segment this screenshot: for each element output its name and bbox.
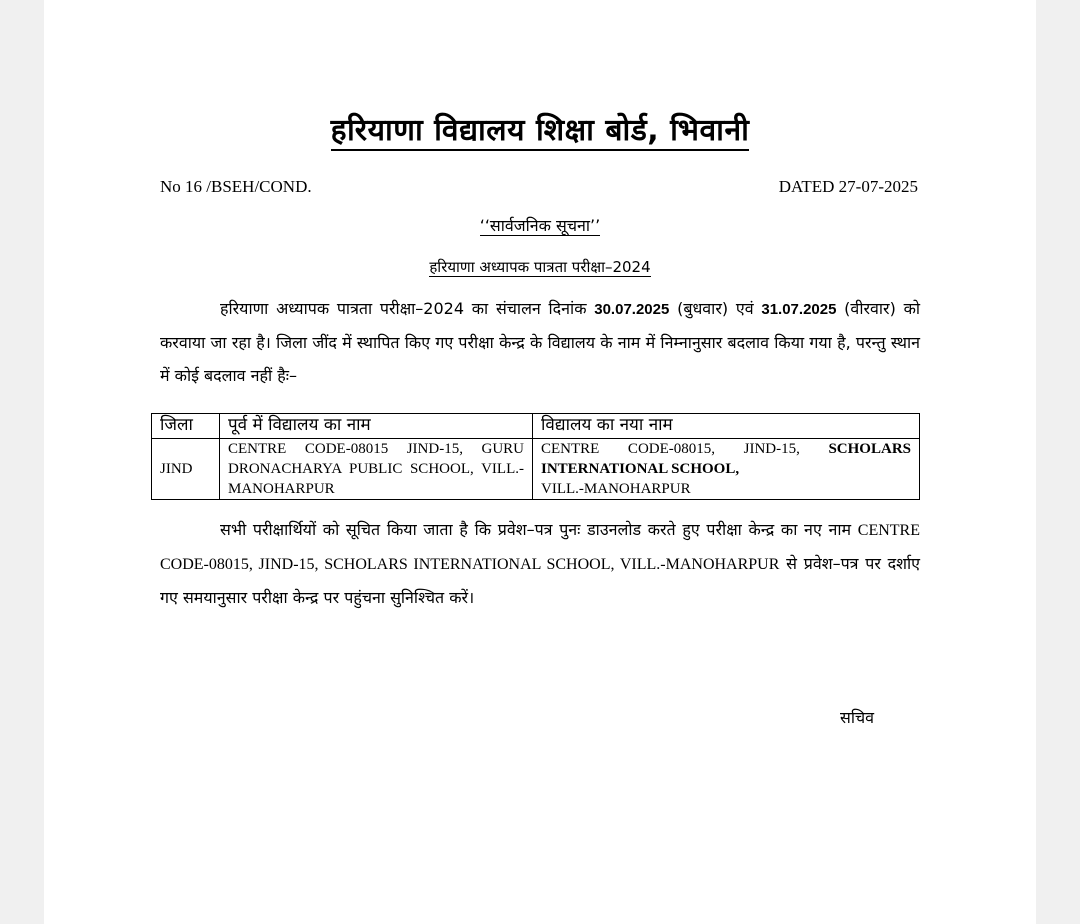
new-name-bold: SCHOLARS INTERNATIONAL SCHOOL, (541, 441, 911, 477)
instruction-paragraph (160, 513, 920, 614)
table-row (152, 439, 920, 500)
new-name-suffix: VILL.-MANOHARPUR (541, 481, 691, 497)
instruction-text-2: से प्रवेश–पत्र पर दर्शाए गए समयानुसार परीक्षा केन्द्र पर पहुंचना सुनिश्चित करें। (160, 554, 920, 607)
new-name-prefix: CENTRE CODE-08015, JIND-15, (541, 441, 829, 457)
board-title (44, 108, 1036, 149)
header-district: जिला (152, 414, 220, 439)
notice-heading-text: ‘‘सार्वजनिक सूचना’’ (479, 216, 601, 235)
notice-page (44, 0, 1036, 924)
intro-text-2: (बुधवार) एवं (669, 299, 762, 318)
instruction-centre-name: CENTRE CODE-08015, JIND-15, SCHOLARS INTERNATIONAL SCHOOL, VILL.-MANOHARPUR (160, 522, 920, 573)
instruction-text-1: सभी परीक्षार्थियों को सूचित किया जाता है कि प्रवेश–पत्र पुनः डाउनलोड करते हुए परीक्षा केन्द्र का नए नाम (220, 520, 858, 539)
intro-text-3: (वीरवार) को करवाया जा रहा है। जिला जींद में स्थापित किए गए परीक्षा केन्द्र के विद्यालय के नाम में निम्नानुसार बदलाव किया गया है, परन्तु स्थान में कोई बदलाव नहीं हैः– (160, 299, 921, 385)
notice-date: DATED 27-07-2025 (778, 177, 918, 196)
header-new-name: विद्यालय का नया नाम (533, 414, 920, 439)
notice-subject-text: हरियाणा अध्यापक पात्रता परीक्षा–2024 (429, 258, 651, 276)
cell-district: JIND (152, 439, 220, 500)
exam-date-1: 30.07.2025 (594, 301, 670, 318)
cell-new-name (533, 439, 920, 500)
intro-paragraph (160, 292, 920, 392)
cell-old-name: CENTRE CODE-08015 JIND-15, GURU DRONACHARYA PUBLIC SCHOOL, VILL.-MANOHARPUR (220, 439, 533, 500)
notice-heading (44, 214, 1036, 236)
header-old-name: पूर्व में विद्यालय का नाम (220, 414, 533, 439)
board-title-text: हरियाणा विद्यालय शिक्षा बोर्ड, भिवानी (331, 113, 750, 151)
exam-date-2: 31.07.2025 (761, 301, 837, 318)
notice-subject (44, 257, 1036, 277)
centre-change-table (151, 413, 920, 500)
reference-number: No 16 /BSEH/COND. (160, 177, 312, 196)
intro-text-1: हरियाणा अध्यापक पात्रता परीक्षा–2024 का संचालन दिनांक (220, 299, 595, 318)
table-header-row (152, 414, 920, 439)
signatory: सचिव (840, 708, 875, 727)
